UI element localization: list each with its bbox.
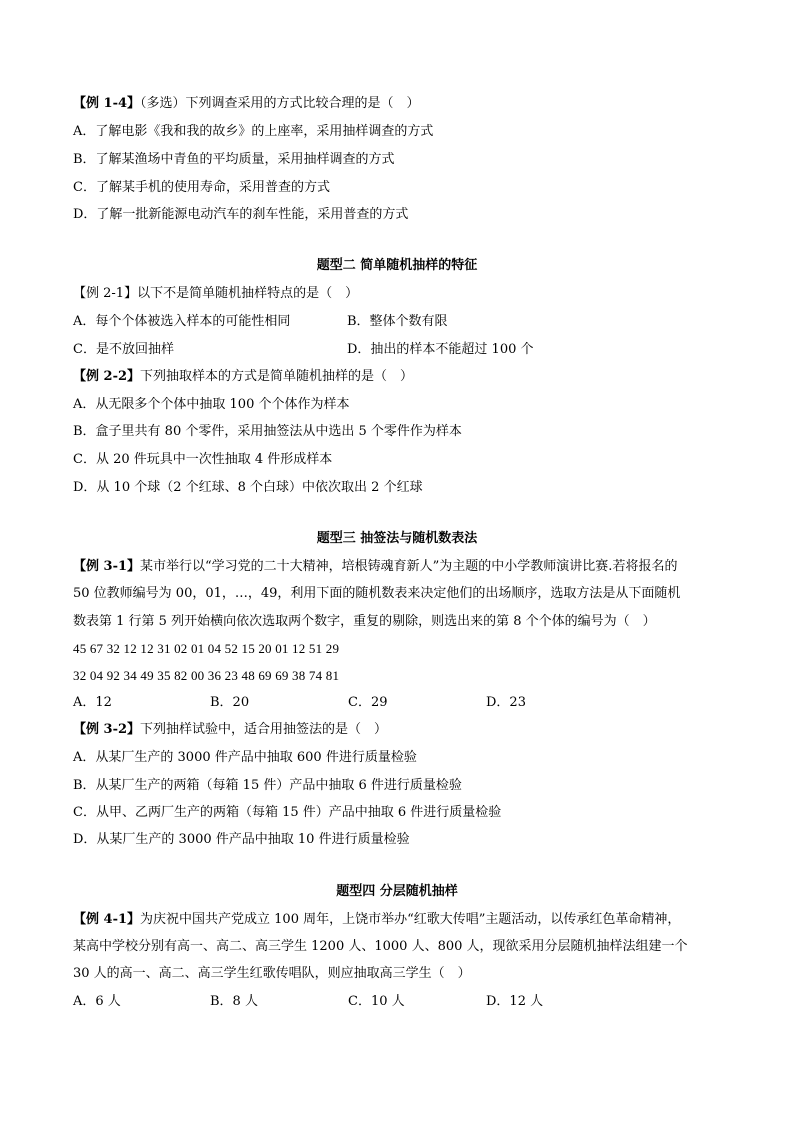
question-3-1-stem-line-2: 50 位教师编号为 00，01，…，49，利用下面的随机数表来决定他们的出场顺序，选取方法是从下面随机 [73, 586, 681, 601]
question-tag: 【例 2-1】 [73, 286, 138, 301]
question-3-1-stem-line-1 [73, 558, 677, 576]
option-b: B．20 [210, 695, 250, 710]
option-b: B．8 人 [210, 994, 258, 1009]
option-d: D．从某厂生产的 3000 件产品中抽取 10 件进行质量检验 [73, 832, 410, 847]
option-c: C．10 人 [348, 994, 405, 1009]
question-1-4-stem [73, 95, 420, 113]
option-d: D．23 [486, 695, 526, 710]
option-a: A．从某厂生产的 3000 件产品中抽取 600 件进行质量检验 [73, 750, 417, 765]
option-c: C．了解某手机的使用寿命，采用普查的方式 [73, 180, 330, 195]
option-a: A．从无限多个个体中抽取 100 个个体作为样本 [73, 397, 350, 412]
question-tag: 【例 3-2】 [73, 722, 141, 737]
option-c: C．从甲、乙两厂生产的两箱（每箱 15 件）产品中抽取 6 件进行质量检验 [73, 805, 502, 820]
question-text: 以下不是简单随机抽样特点的是（ ） [137, 286, 359, 301]
question-text: 某市举行以“学习党的二十大精神，培根铸魂育新人”为主题的中小学教师演讲比赛.若将报名的 [140, 559, 678, 574]
option-b: B．从某厂生产的两箱（每箱 15 件）产品中抽取 6 件进行质量检验 [73, 778, 462, 793]
random-number-row-1: 45 67 32 12 12 31 02 01 04 52 15 20 01 12 51 29 [73, 641, 340, 656]
option-d: D．12 人 [486, 994, 544, 1009]
option-d: D．了解一批新能源电动汽车的刹车性能，采用普查的方式 [73, 207, 409, 222]
option-b: B．盒子里共有 80 个零件，采用抽签法从中选出 5 个零件作为样本 [73, 424, 462, 439]
section-title-4: 题型四 分层随机抽样 [336, 884, 458, 899]
question-4-1-stem-line-2: 某高中学校分别有高一、高二、高三学生 1200 人、1000 人、800 人，现欲采用分层随机抽样法组建一个 [73, 939, 688, 954]
option-a: A．6 人 [73, 994, 121, 1009]
question-2-1-stem [73, 285, 358, 303]
option-c: C．是不放回抽样 [73, 342, 174, 357]
question-tag: 【例 1-4】 [73, 96, 141, 111]
random-number-row-2: 32 04 92 34 49 35 82 00 36 23 48 69 69 38 74 81 [73, 668, 340, 683]
option-c: C．29 [348, 695, 388, 710]
question-tag: 【例 2-2】 [73, 369, 141, 384]
question-4-1-stem-line-3: 30 人的高一、高二、高三学生红歌传唱队，则应抽取高三学生（ ） [73, 966, 471, 981]
question-text: （多选）下列调查采用的方式比较合理的是（ ） [140, 96, 420, 111]
section-title-2: 题型二 简单随机抽样的特征 [316, 258, 478, 273]
section-title-3: 题型三 抽签法与随机数表法 [316, 531, 478, 546]
option-d: D．从 10 个球（2 个红球、8 个白球）中依次取出 2 个红球 [73, 480, 423, 495]
question-text: 为庆祝中国共产党成立 100 周年，上饶市举办“红歌大传唱”主题活动，以传承红色革命精神， [140, 912, 681, 927]
question-2-2-stem [73, 368, 413, 386]
question-text: 下列抽取样本的方式是简单随机抽样的是（ ） [140, 369, 414, 384]
option-d: D．抽出的样本不能超过 100 个 [347, 342, 534, 357]
option-a: A．每个个体被选入样本的可能性相同 [73, 314, 291, 329]
option-b: B．了解某渔场中青鱼的平均质量，采用抽样调查的方式 [73, 152, 395, 167]
option-b: B．整体个数有限 [347, 314, 448, 329]
option-c: C．从 20 件玩具中一次性抽取 4 件形成样本 [73, 452, 333, 467]
question-tag: 【例 4-1】 [73, 912, 141, 927]
question-3-2-stem [73, 721, 387, 739]
question-4-1-stem-line-1 [73, 911, 680, 929]
option-a: A．了解电影《我和我的故乡》的上座率，采用抽样调查的方式 [73, 124, 434, 139]
option-a: A．12 [73, 695, 112, 710]
question-3-1-stem-line-3: 数表第 1 行第 5 列开始横向依次选取两个数字，重复的剔除，则选出来的第 8 个个体的编号为（ ） [73, 614, 656, 629]
question-text: 下列抽样试验中，适合用抽签法的是（ ） [140, 722, 388, 737]
question-tag: 【例 3-1】 [73, 559, 141, 574]
